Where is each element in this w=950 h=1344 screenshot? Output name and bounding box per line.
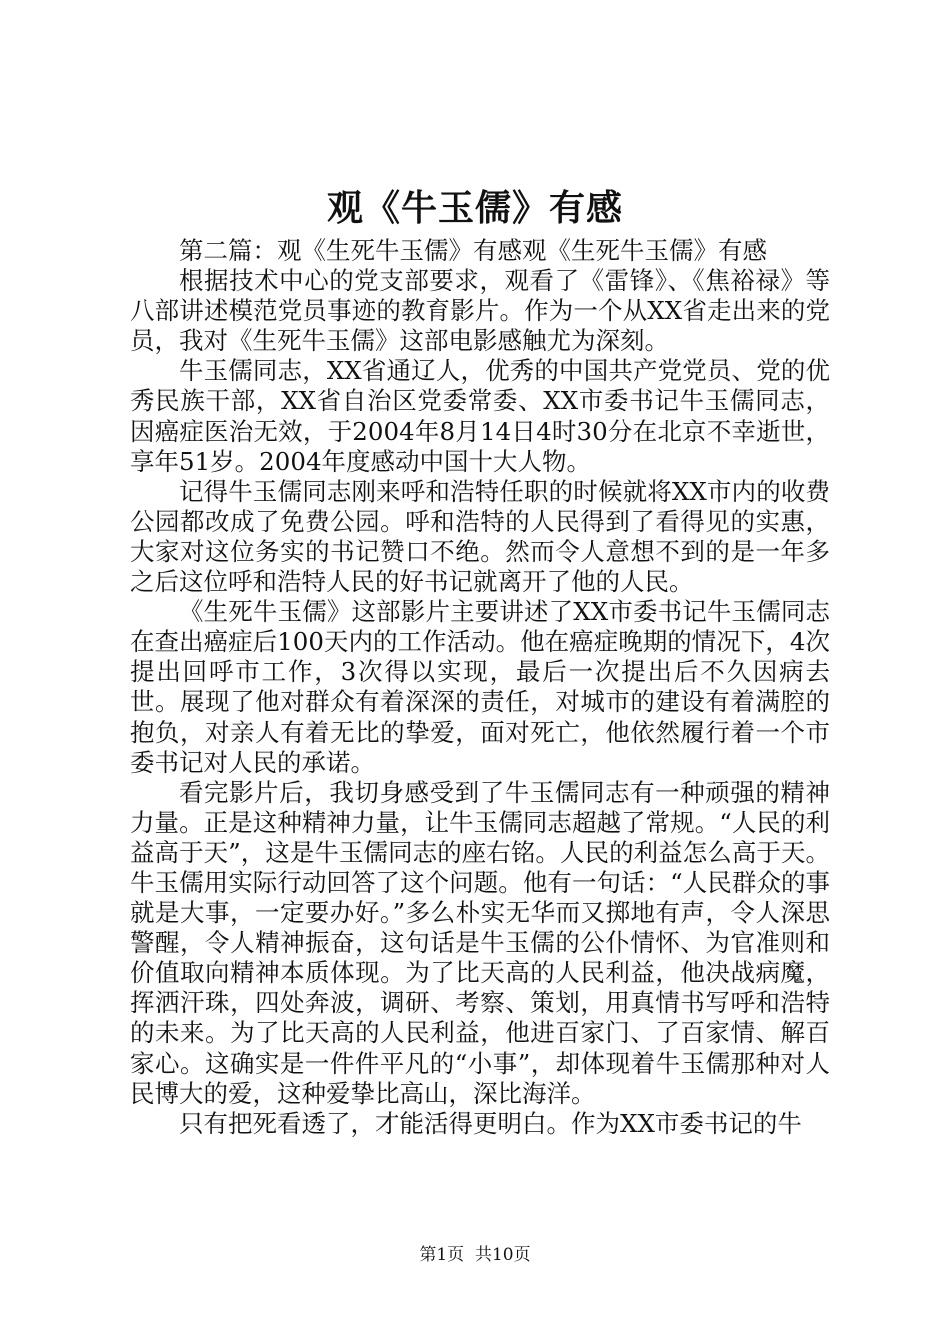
- page-footer: [0, 1244, 950, 1266]
- paragraph: 记得牛玉儒同志刚来呼和浩特任职的时候就将XX市内的收费公园都改成了免费公园。呼和浩特的人民得到了看得见的实惠，大家对这位务实的书记赞口不绝。然而令人意想不到的是一年多之后这位呼和浩特人民的好书记就离开了他的人民。: [130, 476, 830, 597]
- paragraph: 只有把死看透了，才能活得更明白。作为XX市委书记的牛: [179, 1108, 802, 1138]
- document-body: [130, 236, 830, 1139]
- paragraph: 看完影片后，我切身感受到了牛玉儒同志有一种顽强的精神力量。正是这种精神力量，让牛玉儒同志超越了常规。“人民的利益高于天”，这是牛玉儒同志的座右铭。人民的利益怎么高于天。牛玉儒用实际行动回答了这个问题。他有一句话：“人民群众的事就是大事，一定要办好。”多么朴实无华而又掷地有声，令人深思警醒，令人精神振奋，这句话是牛玉儒的公仆情怀、为官准则和价值取向精神本质体现。为了比天高的人民利益，他决战病魔，挥洒汗珠，四处奔波，调研、考察、策划，用真情书写呼和浩特的未来。为了比天高的人民利益，他进百家门、了百家情、解百家心。这确实是一件件平凡的“小事”，却体现着牛玉儒那种对人民博大的爱，这种爱挚比高山，深比海洋。: [130, 777, 830, 1108]
- document-title: 观《牛玉儒》有感: [326, 187, 623, 229]
- paragraph: 根据技术中心的党支部要求，观看了《雷锋》、《焦裕禄》等八部讲述模范党员事迹的教育影片。作为一个从XX省走出来的党员，我对《生死牛玉儒》这部电影感触尤为深刻。: [130, 266, 830, 356]
- paragraph: 《生死牛玉儒》这部影片主要讲述了XX市委书记牛玉儒同志在查出癌症后100天内的工作活动。他在癌症晚期的情况下，4次提出回呼市工作，3次得以实现，最后一次提出后不久因病去世。展现了他对群众有着深深的责任，对城市的建设有着满腔的抱负，对亲人有着无比的挚爱，面对死亡，他依然履行着一个市委书记对人民的承诺。: [130, 597, 830, 777]
- section-subtitle: 第二篇：观《生死牛玉儒》有感观《生死牛玉儒》有感: [179, 236, 767, 265]
- page-number: 第1页 共10页: [419, 1245, 531, 1265]
- paragraph: 牛玉儒同志，XX省通辽人，优秀的中国共产党党员、党的优秀民族干部，XX省自治区党委常委、XX市委书记牛玉儒同志，因癌症医治无效，于2004年8月14日4时30分在北京不幸逝世，享年51岁。2004年度感动中国十大人物。: [130, 356, 830, 476]
